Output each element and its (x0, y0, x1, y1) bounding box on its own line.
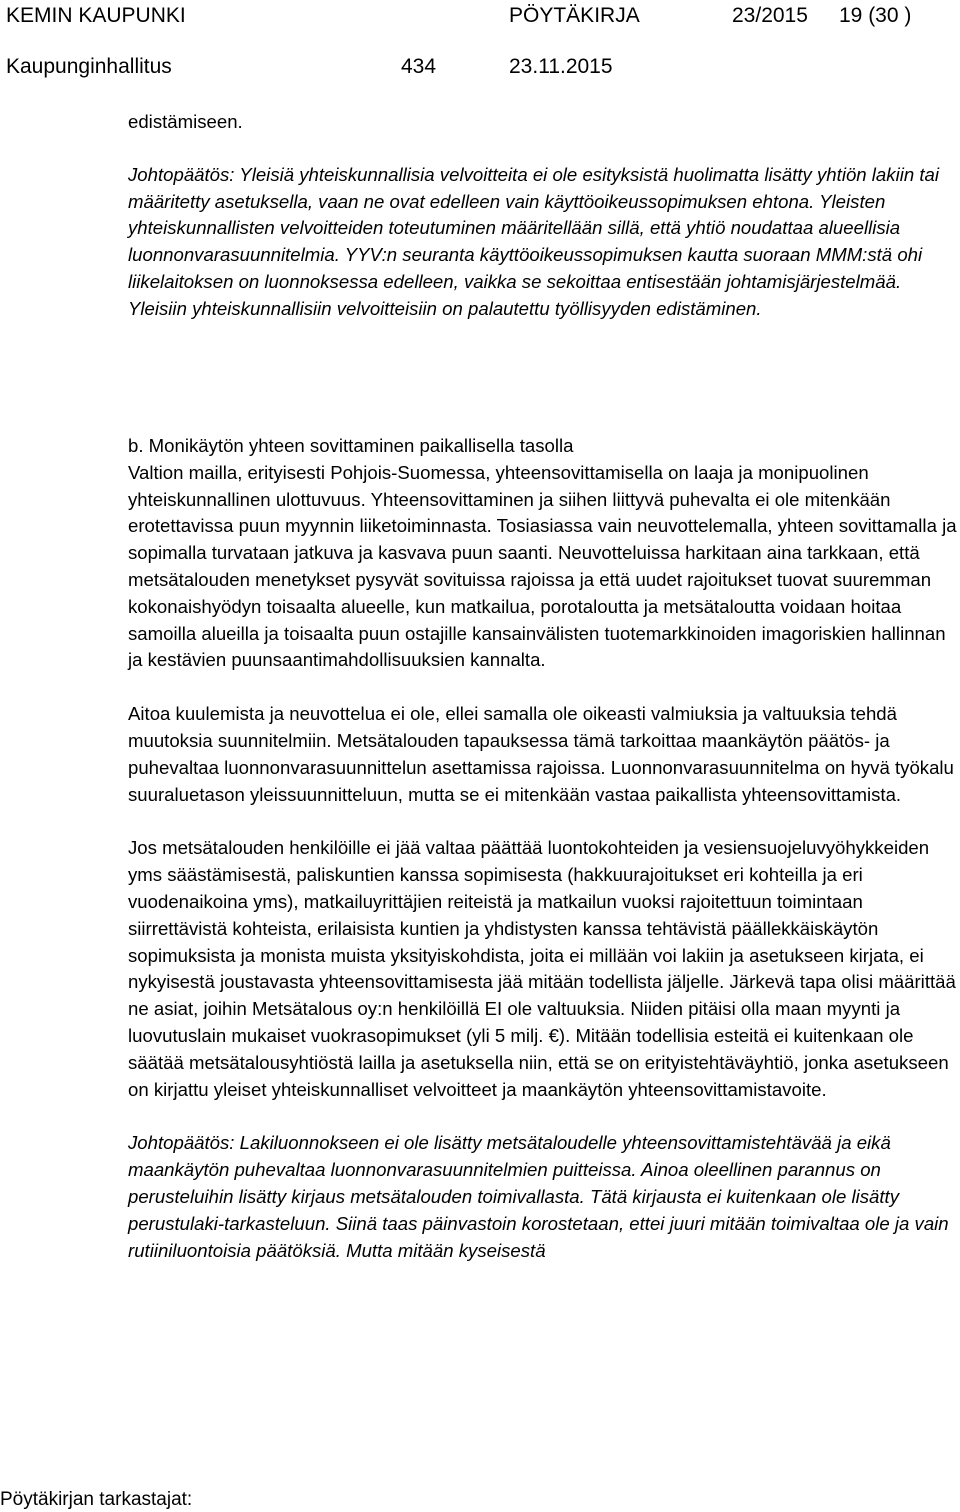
header-body: Kaupunginhallitus (6, 55, 172, 78)
document-body-section-b (128, 433, 958, 1264)
header-date: 23.11.2015 (509, 55, 613, 78)
paragraph: edistämiseen. (128, 111, 243, 132)
paragraph: Johtopäätös: Yleisiä yhteiskunnallisia velvoitteita ei ole esityksistä huolimatta lisätty yhtiön lakiin tai määritetty asetuksella, vaan ne ovat edelleen vain käyttöoikeussopimuksen ehtona. Yleisten yhteiskunnallisten velvoitteiden toteutuminen määritellään sillä, että yhtiö noudattaa alueellisia luonnonvarasuunnitelmia. YYV:n seuranta käyttöoikeussopimuksen kautta suoraan MMM:stä ohi liikelaitoksen on luonnoksessa edelleen, vaikka se sekoittaa entisestään johtamisjärjestelmää. Yleisiin yhteiskunnallisiin velvoitteisiin on palautettu työllisyyden edistäminen. (128, 163, 939, 319)
paragraph: Jos metsätalouden henkilöille ei jää valtaa päättää luontokohteiden ja vesiensuojeluvyöhykkeiden yms säästämisestä, paliskuntien kanssa sopimisesta (hakkuurajoitukset eri kohteilla ja eri vuodenaikoina yms), matkailuyrittäjien reiteistä ja matkailun vuoksi rajoitettuun toimintaan siirrettävistä kohteista, erilaisista kuntien ja yhdistysten kanssa tehtävistä päällekkäiskäytön sopimuksista ja monista muista yksityiskohdista, joita ei millään voi lakiin ja asetukseen kirjata, ei nykyisestä joustavasta yhteensovittamisesta jää mitään todellista jäljelle. Järkevä tapa olisi määrittää ne asiat, joihin Metsätalous oy:n henkilöillä EI ole valtuuksia. Niiden pitäisi olla maan myynti ja luovutuslain mukaiset vuokrasopimukset (yli 5 milj. €). Mitään todellisia esteitä ei kuitenkaan ole säätää metsätalousyhtiöstä lailla ja asetuksella niin, että se on erityistehtäväyhtiö, jonka asetukseen on kirjattu yleiset yhteiskunnalliset velvoitteet ja maankäytön yhteensovittamistavoite. (128, 837, 956, 1100)
paragraph: b. Monikäytön yhteen sovittaminen paikallisella tasolla Valtion mailla, erityisesti Pohjois-Suomessa, yhteensovittamisella on laaja ja monipuolinen yhteiskunnallinen ulottuvuus. Yhteensovittaminen ja siihen liittyvä puhevalta ei ole mitenkään erotettavissa puun myynnin liiketoiminnasta. Tosiasiassa vain neuvottelemalla, yhteen sovittamalla ja sopimalla turvataan jatkuva ja kasvava puun saanti. Neuvotteluissa harkitaan aina tarkkaan, että metsätalouden menetykset pysyvät sovituissa rajoissa ja että uudet rajoitukset tuovat suuremman kokonaishyödyn toisaalta alueelle, kun matkailua, porotaloutta ja metsätaloutta voidaan hoitaa samoilla alueilla ja toisaalta puun ostajille kansainvälisten tuotemarkkinoiden imagoriskien hallinnan ja kestävien puunsaantimahdollisuuksien kannalta. (128, 435, 957, 671)
header-page-number: 19 (30 ) (839, 4, 912, 27)
header-org: KEMIN KAUPUNKI (6, 4, 186, 27)
paragraph: Aitoa kuulemista ja neuvottelua ei ole, ellei samalla ole oikeasti valmiuksia ja valtuuksia tehdä muutoksia suunnitelmiin. Metsätalouden tapauksessa tämä tarkoittaa maankäytön päätös- ja puhevaltaa luonnonvarasuunnittelun asettamissa rajoissa. Luonnonvarasuunnitelma on hyvä työkalu suuraluetason yleissuunnitteluun, mutta se ei mitenkään vastaa paikallista yhteensovittamista. (128, 703, 954, 805)
document-body (128, 109, 958, 323)
header-section-number: 434 (401, 55, 437, 78)
header-doc-number: 23/2015 (732, 4, 808, 27)
paragraph: Johtopäätös: Lakiluonnokseen ei ole lisätty metsätaloudelle yhteensovittamistehtävää ja eikä maankäytön puhevaltaa luonnonvarasuunnitelmien puitteissa. Ainoa oleellinen parannus on perusteluihin lisätty kirjaus metsätalouden toimivallasta. Tätä kirjausta ei kuitenkaan ole lisätty perustulaki-tarkasteluun. Siinä taas päinvastoin korostetaan, ettei juuri mitään toimivaltaa ole ja vain rutiiniluontoisia päätöksiä. Mutta mitään kyseisestä (128, 1132, 949, 1261)
header-doc-type: PÖYTÄKIRJA (509, 4, 640, 27)
footer-label: Pöytäkirjan tarkastajat: (0, 1489, 193, 1510)
